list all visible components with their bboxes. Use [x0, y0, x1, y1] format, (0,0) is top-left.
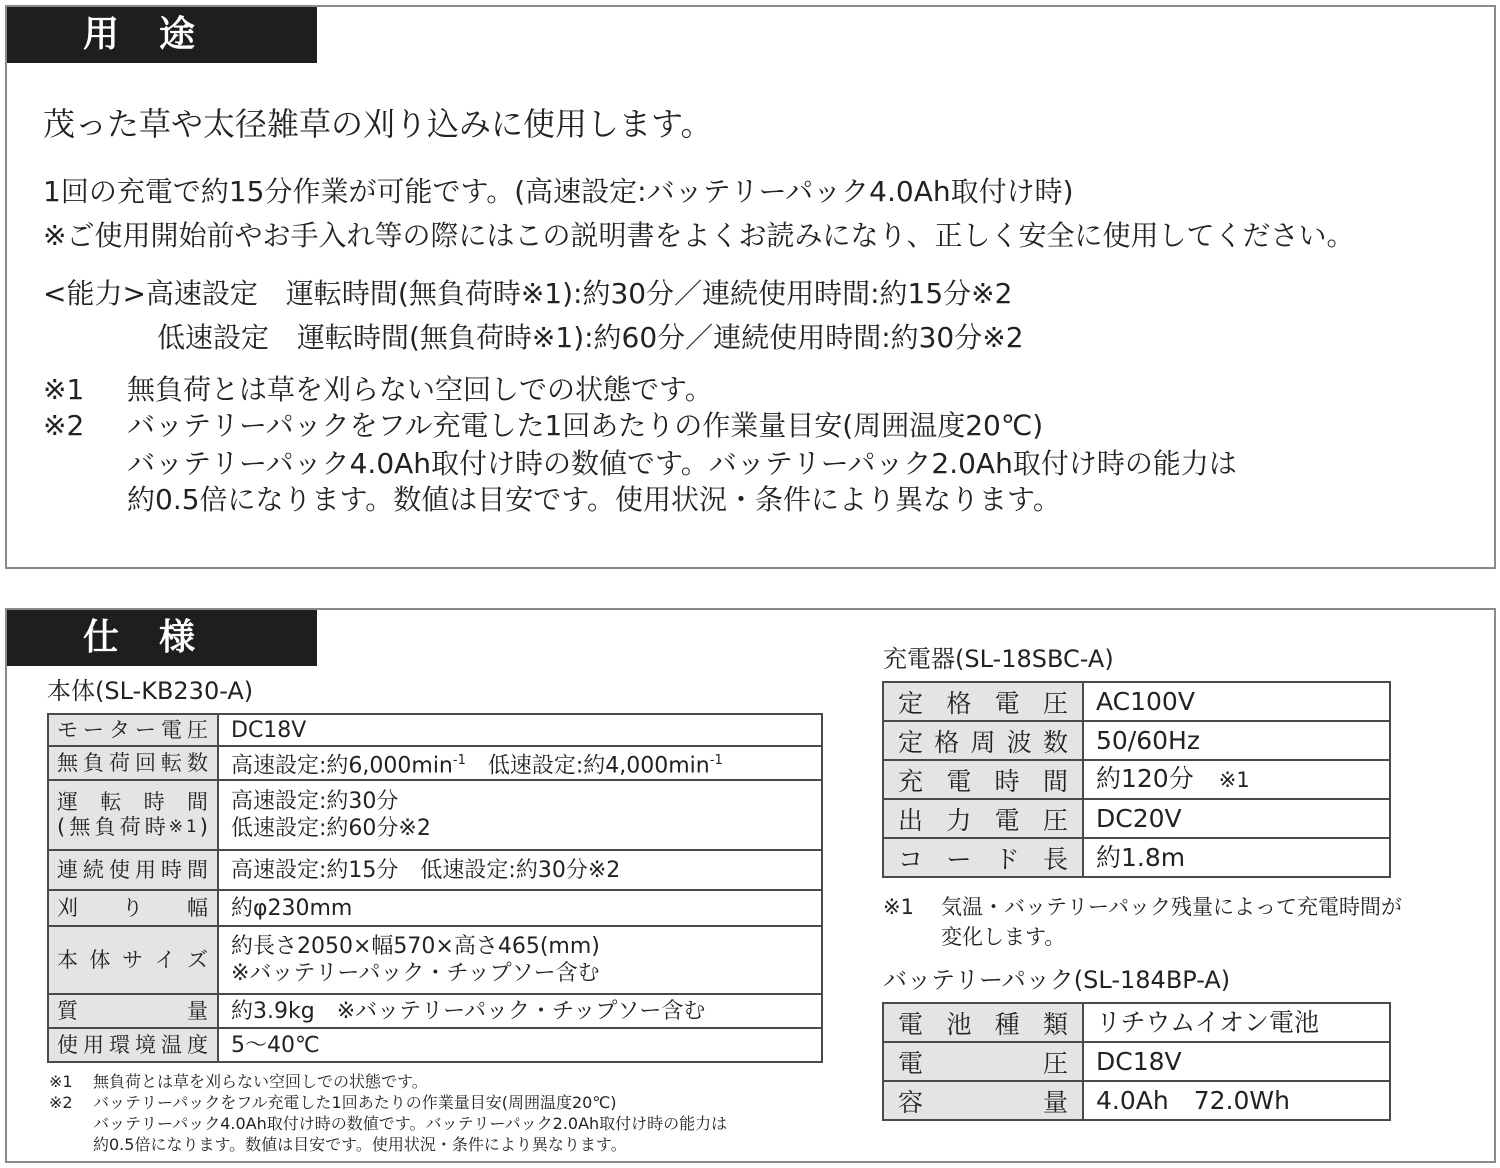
- main-unit-table: [47, 713, 823, 1063]
- table-row: [883, 1003, 1390, 1042]
- spec-title: 仕様: [7, 610, 317, 666]
- table-row: [48, 746, 822, 780]
- main-row-label: 使 用 環 境 温 度: [57, 1032, 211, 1057]
- main-note-text: 約0.5倍になります。数値は目安です。使用状況・条件により異なります。: [93, 1135, 627, 1154]
- main-row-label: モ ー タ ー 電 圧: [57, 717, 211, 742]
- charger-row-label: コ ー ド 長: [898, 844, 1068, 874]
- charger-row-label: 充 電 時 間: [898, 766, 1068, 796]
- main-note-mark: ※1: [49, 1072, 73, 1091]
- main-row-label: 連 続 使 用 時 間: [57, 857, 211, 882]
- capacity-high: <能力>高速設定 運転時間(無負荷時※1):約30分／連続使用時間:約15分※2: [43, 277, 1013, 310]
- battery-table: [882, 1002, 1391, 1121]
- main-note-text: バッテリーパックをフル充電した1回あたりの作業量目安(周囲温度20℃): [93, 1093, 617, 1112]
- charger-row-label: 定 格 周 波 数: [898, 727, 1068, 757]
- charger-note-line2: 変化します。: [941, 925, 1066, 949]
- table-row: [48, 1028, 822, 1062]
- charger-row-label: 出 力 電 圧: [898, 805, 1068, 835]
- charger-caption: 充電器(SL-18SBC-A): [883, 645, 1114, 673]
- table-row: [883, 1081, 1390, 1120]
- table-row: [48, 926, 822, 994]
- charger-note-line1: 気温・バッテリーパック残量によって充電時間が: [941, 895, 1402, 919]
- table-row: [883, 799, 1390, 838]
- main-note-mark: ※2: [49, 1093, 73, 1112]
- charger-row-label: 定 格 電 圧: [898, 688, 1068, 718]
- usage-note2-line3: 約0.5倍になります。数値は目安です。使用状況・条件により異なります。: [127, 483, 1061, 516]
- spec-section: [5, 608, 1496, 1163]
- main-note-text: 無負荷とは草を刈らない空回しでの状態です。: [93, 1072, 428, 1091]
- main-row-value: DC18V: [218, 714, 822, 746]
- main-row-label-sub: ( 無 負 荷 時 ※1 ): [57, 815, 211, 840]
- main-row-label: 質 量: [57, 998, 211, 1023]
- battery-row-value: 4.0Ah 72.0Wh: [1083, 1081, 1390, 1120]
- table-row: [48, 994, 822, 1028]
- usage-note2-line1: バッテリーパックをフル充電した1回あたりの作業量目安(周囲温度20℃): [127, 409, 1044, 442]
- table-row: [48, 850, 822, 890]
- table-row: [883, 760, 1390, 799]
- main-row-label: 運 転 時 間: [57, 790, 211, 815]
- main-row-value: 高速設定:約15分 低速設定:約30分※2: [218, 850, 822, 890]
- usage-note2-mark: ※2: [43, 409, 85, 442]
- table-row: [883, 721, 1390, 760]
- table-row: [883, 682, 1390, 721]
- battery-row-value: リチウムイオン電池: [1083, 1003, 1390, 1042]
- usage-section: [5, 5, 1496, 569]
- main-row-value: 高速設定:約30分 低速設定:約60分※2: [218, 780, 822, 850]
- battery-row-label: 容 量: [898, 1087, 1068, 1117]
- usage-lead: 茂った草や太径雑草の刈り込みに使用します。: [43, 105, 713, 143]
- main-note-text: バッテリーパック4.0Ah取付け時の数値です。バッテリーパック2.0Ah取付け時の能力は: [93, 1114, 728, 1133]
- main-row-label: 刈 り 幅: [57, 895, 211, 920]
- battery-row-label: 電 池 種 類: [898, 1009, 1068, 1039]
- charger-row-value: DC20V: [1083, 799, 1390, 838]
- table-row: [48, 714, 822, 746]
- main-row-value: 約3.9kg ※バッテリーパック・チップソー含む: [218, 994, 822, 1028]
- main-unit-caption: 本体(SL-KB230-A): [47, 677, 254, 705]
- table-row: [48, 780, 822, 850]
- charger-table: [882, 681, 1391, 878]
- charger-note-mark: ※1: [883, 895, 914, 919]
- usage-note2-line2: バッテリーパック4.0Ah取付け時の数値です。バッテリーパック2.0Ah取付け時の能力は: [127, 447, 1237, 480]
- charger-row-value: AC100V: [1083, 682, 1390, 721]
- main-row-value: 5〜40℃: [218, 1028, 822, 1062]
- main-row-label: 本 体 サ イ ズ: [57, 947, 211, 972]
- usage-runtime-line: 1回の充電で約15分作業が可能です。(高速設定:バッテリーパック4.0Ah取付け時): [43, 175, 1074, 208]
- usage-caution-line: ※ご使用開始前やお手入れ等の際にはこの説明書をよくお読みになり、正しく安全に使用してください。: [43, 219, 1355, 252]
- main-row-label: 無 負 荷 回 転 数: [57, 750, 211, 775]
- table-row: [883, 1042, 1390, 1081]
- table-row: [883, 838, 1390, 877]
- battery-caption: バッテリーパック(SL-184BP-A): [883, 966, 1231, 994]
- usage-title: 用途: [7, 7, 317, 63]
- charger-row-value: 約1.8m: [1083, 838, 1390, 877]
- table-row: [48, 890, 822, 926]
- capacity-low: 低速設定 運転時間(無負荷時※1):約60分／連続使用時間:約30分※2: [157, 321, 1024, 354]
- charger-row-value: 約120分 ※1: [1083, 760, 1390, 799]
- main-row-value: 約φ230mm: [218, 890, 822, 926]
- battery-row-value: DC18V: [1083, 1042, 1390, 1081]
- main-row-value: 高速設定:約$6,000\min^{-1}$ 低速設定:約$4,000\min^{-1}$: [218, 746, 822, 780]
- usage-note1-mark: ※1: [43, 373, 85, 406]
- battery-row-label: 電 圧: [898, 1048, 1068, 1078]
- charger-row-value: 50/60Hz: [1083, 721, 1390, 760]
- usage-note1-text: 無負荷とは草を刈らない空回しでの状態です。: [127, 373, 713, 406]
- main-row-value: 約長さ2050×幅570×高さ465(mm) ※バッテリーパック・チップソー含む: [218, 926, 822, 994]
